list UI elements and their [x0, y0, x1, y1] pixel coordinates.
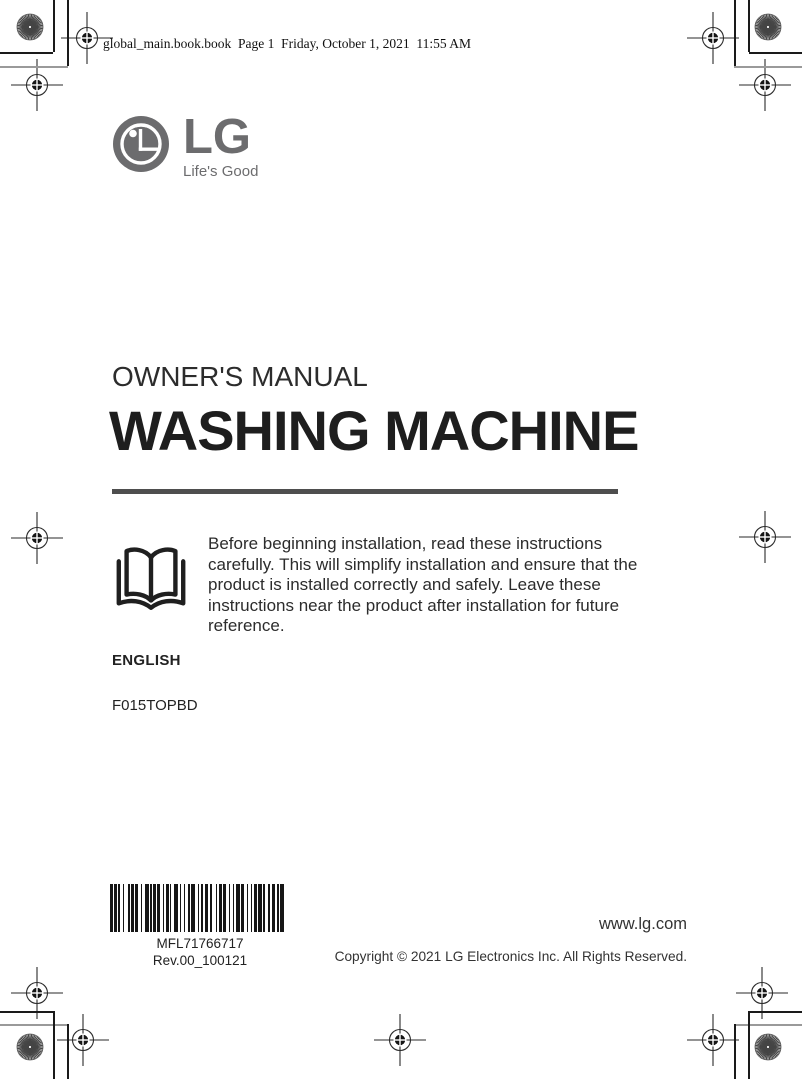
copyright-notice: Copyright © 2021 LG Electronics Inc. All Rights Reserved.	[334, 949, 687, 964]
manual-subtitle: OWNER'S MANUAL	[112, 361, 368, 392]
lg-logo	[113, 110, 259, 180]
revision-code: Rev.00_100121	[152, 953, 248, 968]
lg-logo-text	[183, 110, 259, 180]
divider-rule	[112, 489, 618, 494]
model-number: F015TOPBD	[112, 697, 198, 714]
crop-mark	[748, 1011, 750, 1079]
installation-notice	[110, 534, 672, 637]
crop-mark	[749, 1011, 802, 1013]
crop-mark	[734, 1024, 802, 1026]
barcode-bars	[110, 884, 290, 932]
registration-mark-icon	[57, 1014, 109, 1066]
barcode-block	[110, 884, 290, 968]
part-number: MFL71766717	[156, 936, 244, 951]
crop-mark	[0, 66, 68, 68]
product-title: WASHING MACHINE	[109, 399, 639, 462]
website-url: www.lg.com	[598, 915, 687, 933]
crop-mark	[67, 1024, 69, 1079]
open-book-icon	[110, 536, 192, 618]
star-target-icon	[754, 13, 782, 41]
registration-mark-icon	[739, 511, 791, 563]
star-target-icon	[754, 1033, 782, 1061]
crop-mark	[53, 1011, 55, 1079]
print-job-header: global_main.book.book Page 1 Friday, October 1, 2021 11:55 AM	[103, 36, 471, 51]
registration-mark-icon	[374, 1014, 426, 1066]
crop-mark	[734, 0, 736, 66]
language-label: ENGLISH	[112, 652, 181, 669]
lg-symbol-icon	[113, 116, 169, 172]
lg-tagline: Life's Good	[183, 163, 259, 180]
crop-mark	[0, 52, 53, 54]
crop-mark	[0, 1011, 53, 1013]
crop-mark	[749, 52, 802, 54]
crop-mark	[734, 1024, 736, 1079]
star-target-icon	[16, 1033, 44, 1061]
notice-text: Before beginning installation, read these instructions carefully. This will simplify installation and ensure that the product is installed correctly and safely. Leave these instructions near the product after installation for future reference.	[208, 534, 638, 636]
crop-mark	[748, 0, 750, 52]
crop-mark	[53, 0, 55, 52]
star-target-icon	[16, 13, 44, 41]
registration-mark-icon	[687, 1014, 739, 1066]
registration-mark-icon	[11, 512, 63, 564]
registration-mark-icon	[687, 12, 739, 64]
lg-wordmark: LG	[183, 110, 252, 164]
crop-mark	[67, 0, 69, 66]
crop-mark	[734, 66, 802, 68]
crop-mark	[0, 1024, 68, 1026]
